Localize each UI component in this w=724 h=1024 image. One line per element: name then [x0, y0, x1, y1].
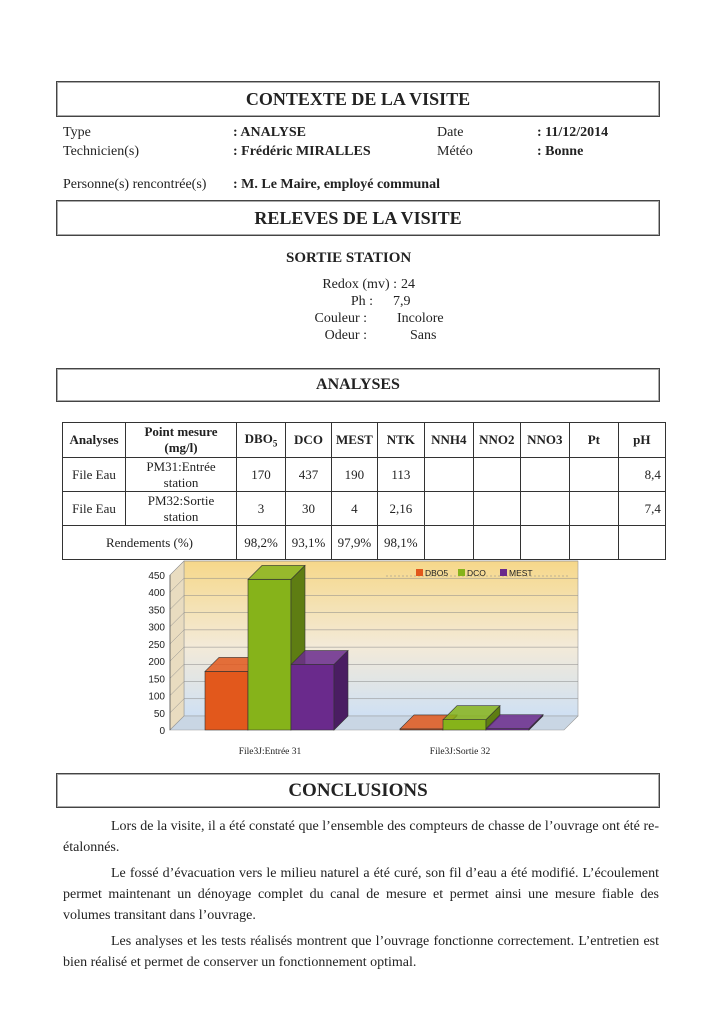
header-point-mesure: Point mesure (mg/l): [126, 423, 237, 458]
cell-pt: [569, 492, 618, 526]
releves-title: RELEVES DE LA VISITE: [254, 208, 462, 228]
cell-nno3: [520, 492, 569, 526]
header-mest: MEST: [332, 423, 378, 458]
meteo-label: Météo: [437, 144, 473, 159]
header-nno3: NNO3: [520, 423, 569, 458]
analyses-table: [62, 422, 666, 560]
cell-analyse: File Eau: [63, 492, 126, 526]
rendement-nnh4: [424, 526, 473, 560]
bar-front: [248, 579, 291, 730]
cell-ph: 8,4: [618, 458, 665, 492]
cell-mest: 190: [332, 458, 378, 492]
y-tick-label: 0: [159, 726, 165, 737]
cell-ph: 7,4: [618, 492, 665, 526]
table-row: [63, 458, 666, 492]
legend-swatch: [458, 569, 465, 576]
y-tick-label: 100: [148, 691, 165, 703]
analyses-title: ANALYSES: [316, 376, 400, 393]
cell-ntk: 113: [377, 458, 424, 492]
conclusion-paragraph: Lors de la visite, il a été constaté que l’ensemble des compteurs de chasse de l’ouvrage ont été re-étalonnés.: [63, 819, 659, 855]
rendement-pt: [569, 526, 618, 560]
releves-section-header: [56, 200, 660, 236]
rendement-mest: 97,9%: [332, 526, 378, 560]
bar-front: [291, 665, 334, 730]
rendements-label: Rendements (%): [63, 526, 237, 560]
cell-dbo5: 3: [237, 492, 286, 526]
rendement-dco: 93,1%: [286, 526, 332, 560]
rendement-ph: [618, 526, 665, 560]
context-section-header: [56, 81, 660, 117]
cell-nno2: [473, 458, 520, 492]
odeur-value: Sans: [410, 328, 437, 343]
header-dco: DCO: [286, 423, 332, 458]
legend-label: DCO: [467, 568, 486, 578]
bar-front: [443, 720, 486, 730]
header-analyses: Analyses: [63, 423, 126, 458]
header-ph: pH: [618, 423, 665, 458]
analyses-section-header: [56, 368, 660, 402]
technician-value: : Frédéric MIRALLES: [233, 144, 371, 159]
header-pt: Pt: [569, 423, 618, 458]
rendements-row: [63, 526, 666, 560]
legend-swatch: [416, 569, 423, 576]
date-label: Date: [437, 125, 464, 140]
x-tick-label: File3J:Sortie 32: [429, 747, 491, 757]
conclusions-title: CONCLUSIONS: [288, 780, 428, 801]
redox-value: 24: [401, 277, 415, 292]
header-nno2: NNO2: [473, 423, 520, 458]
type-label: Type: [63, 125, 91, 140]
x-tick-label: File3J:Entrée 31: [238, 747, 302, 757]
releves-subtitle: SORTIE STATION: [286, 250, 412, 266]
y-tick-label: 400: [148, 588, 165, 600]
chart-side-wall: [170, 561, 184, 730]
header-ntk: NTK: [377, 423, 424, 458]
cell-dbo5: 170: [237, 458, 286, 492]
cell-pt: [569, 458, 618, 492]
analyses-bar-chart: [130, 556, 590, 766]
ph-label: Ph :: [350, 294, 373, 309]
cell-analyse: File Eau: [63, 458, 126, 492]
cell-nnh4: [424, 492, 473, 526]
conclusions-text: [63, 816, 659, 973]
cell-nno2: [473, 492, 520, 526]
table-row: [63, 492, 666, 526]
y-tick-label: 150: [148, 674, 165, 686]
conclusion-paragraph: Les analyses et les tests réalisés montrent que l’ouvrage fonctionne correctement. L’entretien est bien réalisé et permet de conserver un fonctionnement optimal.: [63, 934, 659, 970]
rendement-dbo5: 98,2%: [237, 526, 286, 560]
y-tick-label: 450: [148, 571, 165, 582]
type-value: : ANALYSE: [233, 125, 307, 140]
context-title: CONTEXTE DE LA VISITE: [245, 89, 471, 109]
bar-front: [205, 671, 248, 730]
couleur-label: Couleur :: [314, 311, 367, 326]
rendement-nno3: [520, 526, 569, 560]
y-tick-label: 350: [148, 605, 165, 617]
date-value: : 11/12/2014: [537, 125, 609, 140]
cell-point: PM32:Sortie station: [126, 492, 237, 526]
bar-side: [334, 651, 348, 730]
redox-label: Redox (mv) :: [322, 277, 397, 292]
rendement-nno2: [473, 526, 520, 560]
cell-mest: 4: [332, 492, 378, 526]
legend-label: MEST: [509, 568, 533, 578]
technician-label: Technicien(s): [63, 144, 139, 159]
legend-label: DBO5: [425, 568, 449, 578]
header-nnh4: NNH4: [424, 423, 473, 458]
ph-value: 7,9: [393, 294, 411, 309]
cell-nnh4: [424, 458, 473, 492]
cell-point: PM31:Entrée station: [126, 458, 237, 492]
cell-dco: 30: [286, 492, 332, 526]
couleur-value: Incolore: [397, 311, 444, 326]
legend-swatch: [500, 569, 507, 576]
y-tick-label: 300: [148, 622, 165, 634]
header-dbo5: $DBO_5$: [237, 423, 286, 458]
y-tick-label: 200: [148, 657, 165, 669]
y-tick-label: 250: [148, 639, 165, 651]
person-label: Personne(s) rencontrée(s): [63, 177, 207, 192]
table-header-row: [63, 423, 666, 458]
odeur-label: Odeur :: [324, 328, 367, 343]
chart-bar: [291, 651, 348, 730]
rendement-ntk: 98,1%: [377, 526, 424, 560]
conclusion-paragraph: Le fossé d’évacuation vers le milieu naturel a été curé, son fil d’eau a été modifié. L’écoulement permet maintenant un dénoyage complet du canal de mesure et permet ainsi une mesure fiable des volumes transitant dans l’ouvrage.: [63, 866, 659, 923]
conclusions-section-header: [56, 773, 660, 808]
cell-dco: 437: [286, 458, 332, 492]
cell-ntk: 2,16: [377, 492, 424, 526]
meteo-value: : Bonne: [537, 144, 584, 159]
person-value: : M. Le Maire, employé communal: [233, 177, 440, 192]
cell-nno3: [520, 458, 569, 492]
y-tick-label: 50: [153, 708, 165, 720]
